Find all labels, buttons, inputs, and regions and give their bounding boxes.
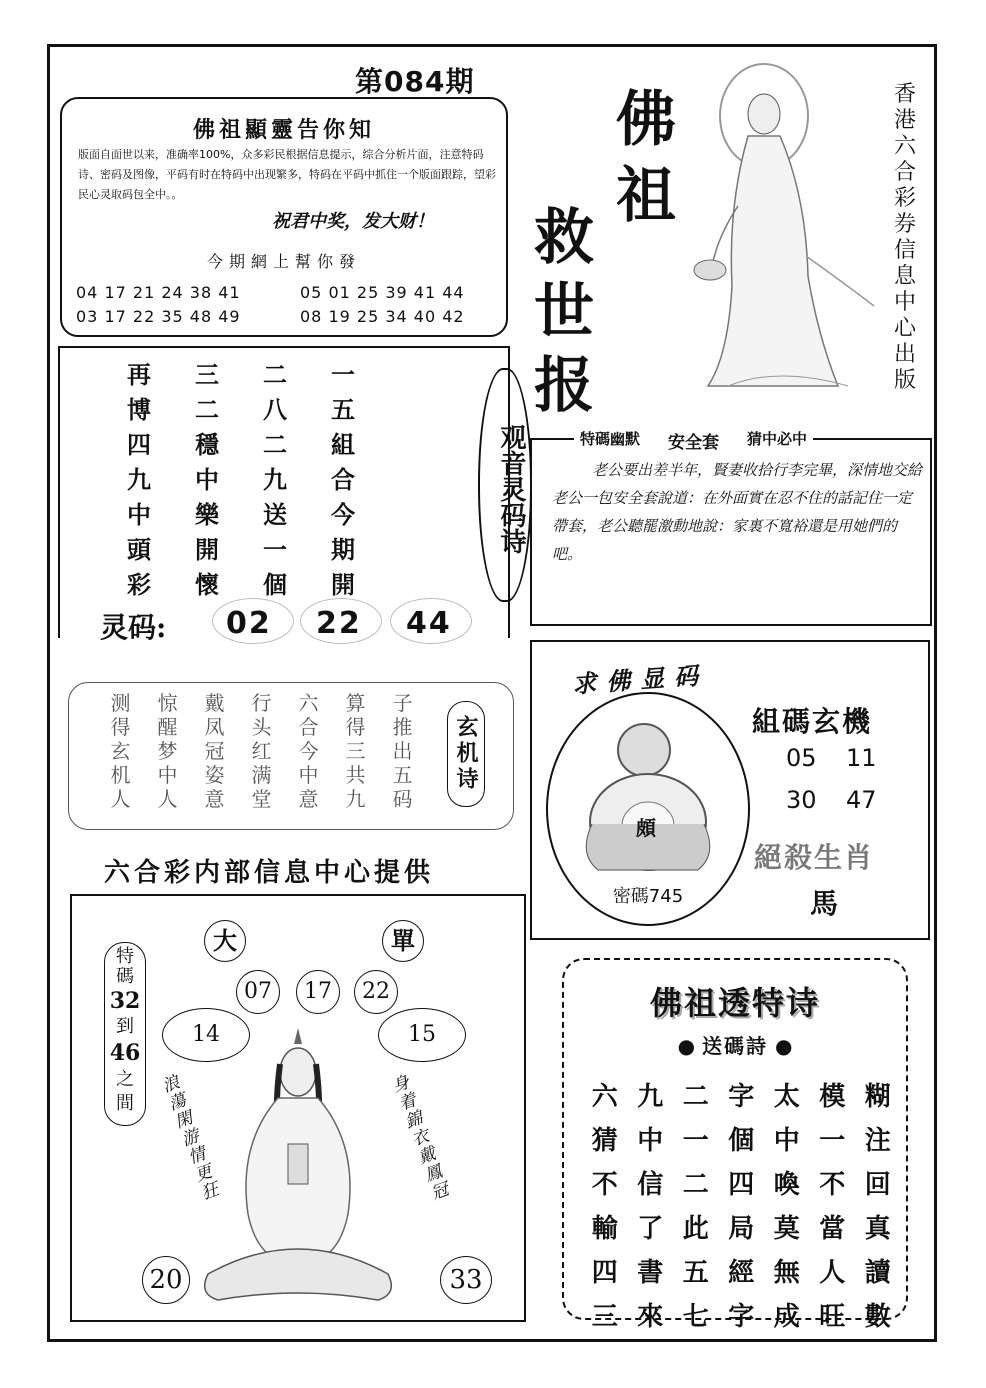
bullet-dot-left: ● (677, 1034, 696, 1058)
xuanji-poem-char: 意 (204, 787, 225, 811)
guanyin-poem-char: 今 (331, 500, 355, 529)
poem2-char: 成 (773, 1302, 800, 1332)
poem2-char: 六 (591, 1082, 618, 1112)
guanyin-poem-box (58, 346, 526, 644)
poem2-char: 字 (728, 1082, 755, 1112)
guanyin-poem-char: 頭 (127, 535, 151, 564)
guanyin-poem-char: 一 (331, 360, 355, 389)
kill-zodiac-title: 絕殺生肖 (754, 841, 875, 874)
special-range-2: 碼 (116, 966, 134, 987)
poem2-char: 個 (728, 1126, 755, 1156)
poem2-char: 中 (637, 1126, 664, 1156)
poem2-grid (582, 1078, 901, 1336)
xuanji-poem-char: 满 (251, 763, 272, 787)
xuanji-poem-char: 九 (345, 787, 366, 811)
title-char-5: 报 (534, 351, 594, 421)
poem2-char: 太 (773, 1082, 800, 1112)
group-code-4: 47 (846, 786, 877, 814)
xuanji-poem-char: 醒 (157, 715, 178, 739)
special-range-1: 特 (116, 946, 134, 967)
xuanji-poem-char: 红 (251, 739, 272, 763)
xuanji-label: 玄机诗 (447, 701, 485, 807)
left-vertical-poem: 浪蕩閑游情更狂 (155, 1072, 221, 1205)
poem2-char: 信 (637, 1170, 664, 1200)
poem2-char: 真 (864, 1214, 891, 1244)
bottom-guanyin-box (70, 894, 526, 1322)
number-circle-1: 07 (236, 970, 280, 1014)
xuanji-poem-char: 姿 (204, 763, 225, 787)
laughing-buddha-illustration (578, 714, 718, 874)
xuanji-poem-char: 六 (298, 691, 319, 715)
left-ellipse: 14 (162, 1008, 250, 1062)
laughing-buddha-box (530, 640, 930, 940)
xuanji-poem-char: 机 (110, 763, 131, 787)
guanyin-poem-char: 開 (331, 570, 355, 599)
poem2-char: 此 (682, 1214, 709, 1244)
single-circle: 單 (382, 920, 424, 962)
guanyin-poem-char: 二 (195, 395, 219, 424)
poem2-char: 九 (637, 1082, 664, 1112)
xuanji-poem-char: 推 (392, 715, 413, 739)
xuanji-poem-char: 中 (298, 763, 319, 787)
guanyin-label-oval (478, 368, 532, 602)
secret-code: 密碼745 (612, 886, 684, 907)
poem2-char: 了 (637, 1214, 664, 1244)
special-range-from: 32 (109, 988, 141, 1014)
group-code-2: 11 (846, 744, 877, 772)
guanyin-poem-char: 四 (127, 430, 151, 459)
poem2-title: 佛祖透特诗 (649, 984, 820, 1022)
group-code-1: 05 (786, 744, 817, 772)
xuanji-poem-char: 玄 (110, 739, 131, 763)
xuanji-poem-char: 意 (298, 787, 319, 811)
guanyin-poem-char: 九 (263, 465, 287, 494)
lingma-number-2: 22 (316, 606, 362, 641)
poem2-char: 無 (773, 1258, 800, 1288)
lingma-number-3: 44 (406, 606, 452, 641)
xuanji-poem-char: 中 (157, 763, 178, 787)
poem2-char: 字 (728, 1302, 755, 1332)
special-range-to: 46 (109, 1040, 141, 1066)
poem2-char: 來 (637, 1302, 664, 1332)
xuanji-poem-char: 五 (392, 763, 413, 787)
poem2-char: 不 (591, 1170, 618, 1200)
guanyin-poem-char: 二 (263, 360, 287, 389)
xuanji-poem-char: 码 (392, 787, 413, 811)
buddha-oval (546, 692, 750, 926)
buddha-arc-text: 求佛显码 (571, 660, 709, 699)
poem2-char: 一 (819, 1126, 846, 1156)
number-circle-3: 22 (354, 970, 398, 1014)
guanyin-poem-char: 期 (331, 535, 355, 564)
poem2-char: 二 (682, 1170, 709, 1200)
bullet-dot-right: ● (774, 1034, 793, 1058)
kill-zodiac-value: 馬 (810, 887, 839, 920)
poem2-char: 七 (682, 1302, 709, 1332)
guanyin-poem-char: 再 (127, 360, 151, 389)
joke-title: 安全套 (668, 433, 720, 453)
xuanji-poem-char: 得 (110, 715, 131, 739)
poem2-char: 局 (728, 1214, 755, 1244)
joke-body: 老公要出差半年，賢妻收拾行李完畢，深情地交給老公一包安全套說道：在外面實在忍不住的話記住一定帶套，老公聽罷激動地說：家裏不寬裕還是用她們的吧。 (552, 461, 923, 563)
issue-number: 第084期 (355, 65, 475, 98)
joke-box (530, 430, 932, 626)
notice-body: 版面自面世以来，准确率100%，众多彩民根据信息提示，综合分析片面，注意特码诗、密码及图像，平码有时在特码中出现繁多，特码在平码中抓住一个版面跟踪，望彩民心灵取码包全中。。 (78, 148, 496, 201)
poem2-char: 回 (864, 1170, 891, 1200)
guanyin-poem-grid (105, 360, 377, 599)
poem2-char: 四 (728, 1170, 755, 1200)
guanyin-poem-char: 開 (195, 535, 219, 564)
poem2-char: 糊 (864, 1082, 891, 1112)
buddha-special-poem-box (562, 958, 908, 1332)
xuanji-poem-char: 头 (251, 715, 272, 739)
poem2-char: 猜 (591, 1126, 618, 1156)
xuanji-poem-char: 人 (157, 787, 178, 811)
title-char-3: 救 (534, 203, 594, 273)
number-circle-bottom-left: 20 (142, 1256, 190, 1304)
xuanji-poem-char: 算 (345, 691, 366, 715)
buddha-belly-char: 頗 (636, 816, 656, 840)
guanyin-poem-char: 一 (263, 535, 287, 564)
guanyin-poem-char: 彩 (127, 570, 151, 599)
poem2-char: 當 (819, 1214, 846, 1244)
guanyin-poem-char: 中 (195, 465, 219, 494)
poem2-char: 模 (819, 1082, 846, 1112)
guanyin-poem-char: 個 (263, 570, 287, 599)
xuanji-poem-char: 戴 (204, 691, 225, 715)
publisher-vertical-text: 香港六合彩券信息中心出版 (893, 82, 916, 393)
xuanji-poem-box (68, 682, 514, 830)
xuanji-poem-char: 凤 (204, 715, 225, 739)
notice-box (60, 97, 508, 337)
guanyin-poem-char: 組 (331, 430, 355, 459)
guanyin-poem-char: 八 (263, 395, 287, 424)
net-numbers-row2-left: 03 17 22 35 48 49 (76, 307, 241, 326)
guanyin-poem-char: 合 (331, 465, 355, 494)
poem2-char: 數 (864, 1302, 891, 1332)
xuanji-poem-char: 出 (392, 739, 413, 763)
xuanji-poem-char: 行 (251, 691, 272, 715)
lingma-label: 灵码: (100, 611, 167, 644)
notice-title: 佛祖顯靈告你知 (192, 117, 375, 143)
joke-header (574, 428, 813, 453)
joke-tag: 特碼幽默 (580, 430, 641, 448)
guanyin-poem-char: 三 (195, 360, 219, 389)
right-ellipse: 15 (378, 1008, 466, 1062)
guanyin-poem-char: 送 (263, 500, 287, 529)
lingma-number-1: 02 (226, 606, 272, 641)
title-char-1: 佛 (616, 85, 676, 155)
guanyin-poem-char: 五 (331, 395, 355, 424)
poem2-char: 一 (682, 1126, 709, 1156)
xuanji-poem-char: 测 (110, 691, 131, 715)
poem2-char: 喚 (773, 1170, 800, 1200)
poem2-char: 莫 (773, 1214, 800, 1244)
notice-wish: 祝君中奖，发大财！ (272, 211, 434, 232)
poem2-char: 中 (773, 1126, 800, 1156)
right-vertical-poem: 身着錦衣戴鳳冠 (385, 1072, 451, 1205)
number-circle-bottom-right: 33 (440, 1256, 492, 1304)
xuanji-poem-char: 人 (110, 787, 131, 811)
xuanji-poem-grid (97, 691, 426, 811)
provider-line: 六合彩内部信息中心提供 (104, 858, 435, 888)
number-circle-2: 17 (296, 970, 340, 1014)
group-code-3: 30 (786, 786, 817, 814)
guanyin-poem-char: 穩 (195, 430, 219, 459)
poem2-char: 注 (864, 1126, 891, 1156)
guanyin-poem-char: 博 (127, 395, 151, 424)
net-numbers-row1-left: 04 17 21 24 38 41 (76, 283, 241, 302)
poem2-char: 二 (682, 1082, 709, 1112)
xuanji-poem-char: 今 (298, 739, 319, 763)
joke-hint: 猜中必中 (747, 430, 808, 448)
xuanji-poem-char: 惊 (157, 691, 178, 715)
poem2-char: 不 (819, 1170, 846, 1200)
title-char-4: 世 (534, 277, 594, 347)
poem2-subtitle: 送碼詩 (702, 1034, 768, 1058)
guanyin-poem-char: 樂 (195, 500, 219, 529)
net-numbers-title: 今期網上幫你發 (206, 252, 361, 271)
guanyin-poem-char: 二 (263, 430, 287, 459)
xuanji-poem-char: 梦 (157, 739, 178, 763)
net-numbers-row2-right: 08 19 25 34 40 42 (300, 307, 465, 326)
guanyin-label: 观音灵码诗 (496, 424, 526, 554)
xuanji-poem-char: 子 (392, 691, 413, 715)
group-code-title: 組碼玄機 (752, 705, 873, 738)
xuanji-poem-char: 共 (345, 763, 366, 787)
title-char-2: 祖 (616, 161, 676, 231)
special-range-3: 到 (116, 1016, 134, 1037)
xuanji-poem-char: 三 (345, 739, 366, 763)
special-range-4: 之 (116, 1069, 134, 1090)
special-range-5: 間 (116, 1093, 134, 1114)
poem2-char: 四 (591, 1258, 618, 1288)
xuanji-poem-char: 堂 (251, 787, 272, 811)
guanyin-poem-char: 懷 (195, 570, 219, 599)
guanyin-poem-char: 九 (127, 465, 151, 494)
poem2-char: 人 (819, 1258, 846, 1288)
poem2-char: 五 (682, 1258, 709, 1288)
big-circle: 大 (204, 920, 246, 962)
guanyin-poem-char: 中 (127, 500, 151, 529)
poem2-char: 輸 (591, 1214, 618, 1244)
poem2-char: 書 (637, 1258, 664, 1288)
guanyin-illustration (688, 56, 884, 396)
net-numbers-row1-right: 05 01 25 39 41 44 (300, 283, 465, 302)
poem2-subtitle-row (564, 1030, 906, 1059)
special-range-box (104, 942, 146, 1126)
seated-guanyin-illustration (198, 1024, 418, 1314)
xuanji-poem-char: 得 (345, 715, 366, 739)
poem2-char: 經 (728, 1258, 755, 1288)
xuanji-poem-char: 冠 (204, 739, 225, 763)
poem2-char: 三 (591, 1302, 618, 1332)
poem2-char: 旺 (819, 1302, 846, 1332)
xuanji-poem-char: 合 (298, 715, 319, 739)
poem2-char: 讀 (864, 1258, 891, 1288)
